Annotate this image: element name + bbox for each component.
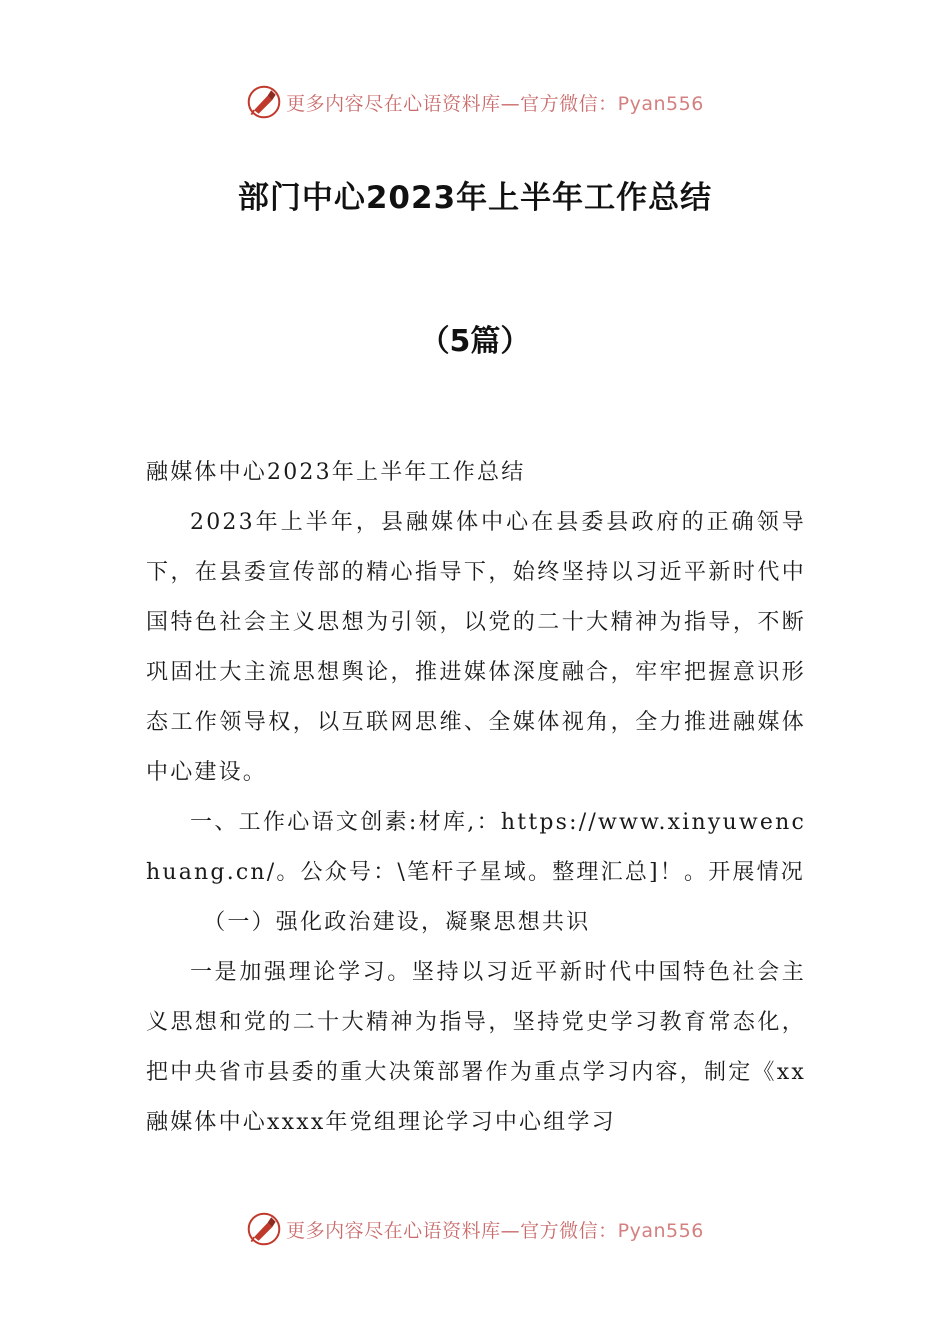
banner-text: 更多内容尽在心语资料库—官方微信： xyxy=(286,1219,618,1242)
pen-nib-logo-icon xyxy=(246,1211,282,1247)
document-title: 部门中心2023年上半年工作总结 xyxy=(237,180,713,216)
document-subtitle: （5篇） xyxy=(419,324,531,359)
paragraph-study: 一是加强理论学习。坚持以习近平新时代中国特色社会主义思想和党的二十大精神为指导，坚持党史学习教育常态化，把中央省市县委的重大决策部署作为重点学习内容，制定《xx融媒体中心xxxx年党组理论学习中心组学习 xyxy=(146,960,806,1135)
banner-wechat-id: Pyan556 xyxy=(617,92,704,115)
banner-wechat-id: Pyan556 xyxy=(617,1219,704,1242)
banner-text: 更多内容尽在心语资料库—官方微信： xyxy=(286,92,618,115)
footer-banner xyxy=(0,1207,950,1251)
pen-nib-logo-icon xyxy=(246,84,282,120)
section-heading: 融媒体中心2023年上半年工作总结 xyxy=(146,460,526,485)
paragraph-subheading: （一）强化政治建设，凝聚思想共识 xyxy=(203,910,591,935)
header-banner xyxy=(0,80,950,124)
paragraph-intro: 2023年上半年，县融媒体中心在县委县政府的正确领导下，在县委宣传部的精心指导下，始终坚持以习近平新时代中国特色社会主义思想为引领，以党的二十大精神为指导，不断巩固壮大主流思想舆论，推进媒体深度融合，牢牢把握意识形态工作领导权，以互联网思维、全媒体视角，全力推进融媒体中心建设。 xyxy=(146,510,806,785)
document-body xyxy=(146,448,806,1148)
paragraph-heading-one: 一、工作心语文创素:材库,：https://www.xinyuwenchuang.cn/。公众号：\笔杆子星域。整理汇总]！。开展情况 xyxy=(146,810,806,885)
